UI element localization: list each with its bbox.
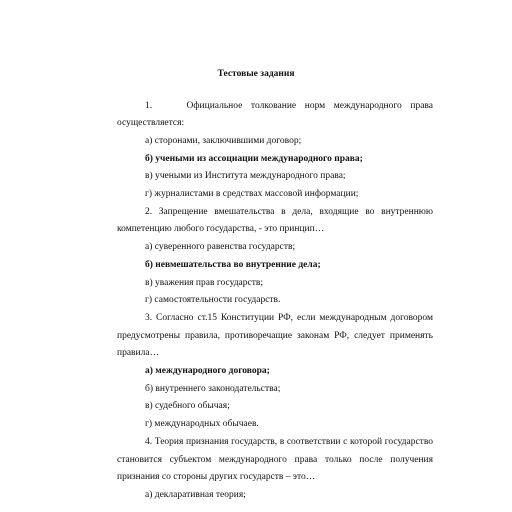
question-text-line: 2. Запрещение вмешательства в дела, входящие во внутреннюю: [145, 206, 433, 217]
answer-option: б) невмешательства во внутренние дела;: [145, 259, 321, 270]
answer-option: г) международных обычаев.: [145, 419, 259, 430]
answer-option: г) самостоятельности государств.: [145, 295, 281, 306]
answer-option: г) журналистами в средствах массовой информации;: [145, 189, 359, 199]
question-text-line: осуществляется:: [117, 118, 185, 129]
question-text-line: 1. Официальное толкование норм международного права: [145, 100, 433, 111]
question-text-line: 4. Теория признания государств, в соответствии с которой государство: [145, 436, 433, 447]
answer-option: в) судебного обычая;: [145, 401, 230, 412]
answer-option: б) внутреннего законодательства;: [145, 383, 281, 394]
answer-option: а) суверенного равенства государств;: [145, 242, 296, 253]
question-text-line: предусмотрены правила, противоречащие законам РФ, следует применять: [117, 330, 433, 341]
answer-option: а) международного договора;: [145, 366, 270, 376]
answer-option: а) декларативная теория;: [145, 489, 246, 500]
answer-option: в) уважения прав государств;: [145, 277, 264, 288]
question-text-line: признания со стороны других государств – это…: [117, 472, 316, 483]
question-text-line: 3. Согласно ст.15 Конституции РФ, если международным договором: [145, 312, 433, 323]
answer-option: в) учеными из Института международного права;: [145, 171, 346, 182]
question-text-line: компетенцию любого государства, - это принцип…: [117, 224, 325, 235]
document-title: Тестовые задания: [217, 69, 295, 79]
answer-option: а) сторонами, заключившими договор;: [145, 135, 302, 146]
question-text-line: правила…: [117, 348, 160, 359]
question-text-line: становится субъектом международного права только после получения: [117, 454, 433, 465]
answer-option: б) учеными из ассоциации международного права;: [145, 153, 363, 164]
